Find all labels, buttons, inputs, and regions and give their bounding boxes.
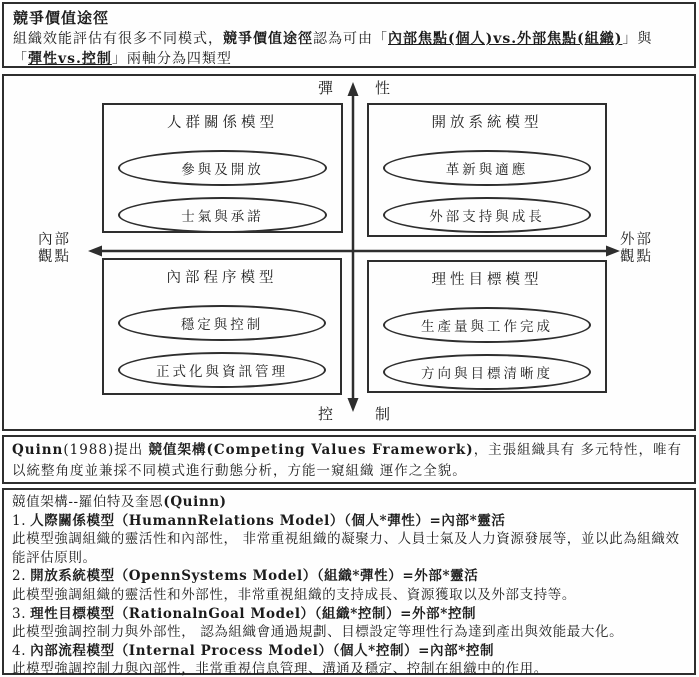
model-criterion-oval: 革新與適應 [383,150,591,186]
model-item-desc: 此模型強調組織的靈活性和外部性，非常重視組織的支持成長、資源獲取以及外部支持等。 [12,586,576,603]
arrow-left-icon [88,246,102,257]
axis-pair-1-term: 內部焦點(個人)vs.外部焦點(組織) [388,31,623,47]
framework-diagram [2,74,696,431]
heading-author: (Quinn) [163,494,227,510]
models-description-section [2,488,696,675]
model-title-text: 人際關係模型（HumannRelations Model）（個人*彈性）=內部*靈活 [30,512,506,529]
axis-text: 外部 [620,232,653,248]
model-number: 3. [12,605,27,622]
quadrant-internal-process-model [102,258,342,395]
axis-char: 性 [374,79,390,97]
page-title: 競爭價值途徑 [13,9,110,27]
intro-text: 認為可由「 [313,31,388,47]
model-item-desc: 此模型強調組織的靈活性和內部性， 非常重視組織的凝聚力、人員士氣及人力資源發展等，並以此為組織效能評估原則。 [12,531,680,566]
model-title-text: 理性目標模型（RationalnGoal Model）（組織*控制）=外部*控制 [30,605,477,622]
model-number: 2. [12,568,27,585]
axis-label-internal-view [38,232,90,266]
quadrant-title: 理性目標模型 [431,272,543,288]
model-criterion-oval: 外部支持與成長 [383,197,591,233]
arrow-right-icon [606,246,620,257]
model-item-title [12,605,686,624]
quinn-note-section [2,435,696,484]
author-name: Quinn [12,442,64,458]
quadrant-rational-goal-model [367,260,607,393]
axis-char: 彈 [318,79,334,97]
model-item-desc: 此模型強調控制力與內部性，非常重視信息管理、溝通及穩定、控制在組織中的作用。 [12,661,548,677]
axis-text: 內部 [38,232,71,248]
model-title-text: 內部流程模型（Internal Process Model）（個人*控制）=內部*控制 [30,642,495,659]
quadrant-title: 開放系統模型 [431,115,543,131]
model-criterion-oval: 穩定與控制 [118,305,326,341]
intro-text: 組織效能評估有很多不同模式， [13,31,223,47]
axis-pair-2-term: 彈性vs.控制 [28,51,112,67]
intro-bold-term: 競爭價值途徑 [223,31,313,47]
intro-line-1 [13,29,685,49]
heading-text: 競值架構--羅伯特及奎恩 [12,494,164,510]
model-number: 4. [12,642,27,659]
model-criterion-oval: 士氣與承諾 [118,197,327,233]
model-item-title [12,567,686,586]
quadrant-title: 人群關係模型 [167,115,278,131]
axis-label-control [318,403,390,424]
note-text: ，主張組織具有 多元特性，唯有以統整角度並兼採不同模式進行動態分析，方能一窺組織 運作之全貌。 [12,442,682,479]
framework-term: 競值架構(Competing Values Framework) [148,442,474,458]
model-criterion-oval: 參與及開放 [118,150,327,186]
intro-text: 」兩軸分為四類型 [111,51,232,67]
model-criterion-oval: 正式化與資訊管理 [118,352,326,388]
models-heading [12,493,686,512]
note-text: (1988)提出 [63,442,149,458]
model-item-title [12,512,686,531]
quadrant-title: 內部程序模型 [166,270,278,286]
model-item-desc: 此模型強調控制力與外部性， 認為組織會通過規劃、目標設定等理性行為達到產出與效能最大化。 [12,624,624,641]
quinn-note-text [12,440,686,481]
quadrant-human-relations-model [102,103,343,233]
intro-text: 「 [13,51,28,67]
axis-char: 控 [318,405,334,423]
quadrant-open-systems-model [367,103,607,237]
model-item-title [12,642,686,661]
intro-line-2 [13,49,685,69]
model-criterion-oval: 生產量與工作完成 [383,307,591,343]
model-title-text: 開放系統模型（OpennSystems Model）（組織*彈性）=外部*靈活 [30,568,479,585]
axis-label-flexibility [318,77,390,98]
axis-text: 觀點 [620,249,653,265]
axis-label-external-view [620,232,672,266]
model-criterion-oval: 方向與目標清晰度 [383,354,591,390]
intro-text: 」與 [622,31,653,47]
header-section [2,2,696,68]
model-number: 1. [12,512,27,529]
diagram-canvas [4,76,694,429]
axis-text: 觀點 [38,249,71,265]
axis-char: 制 [374,405,390,423]
